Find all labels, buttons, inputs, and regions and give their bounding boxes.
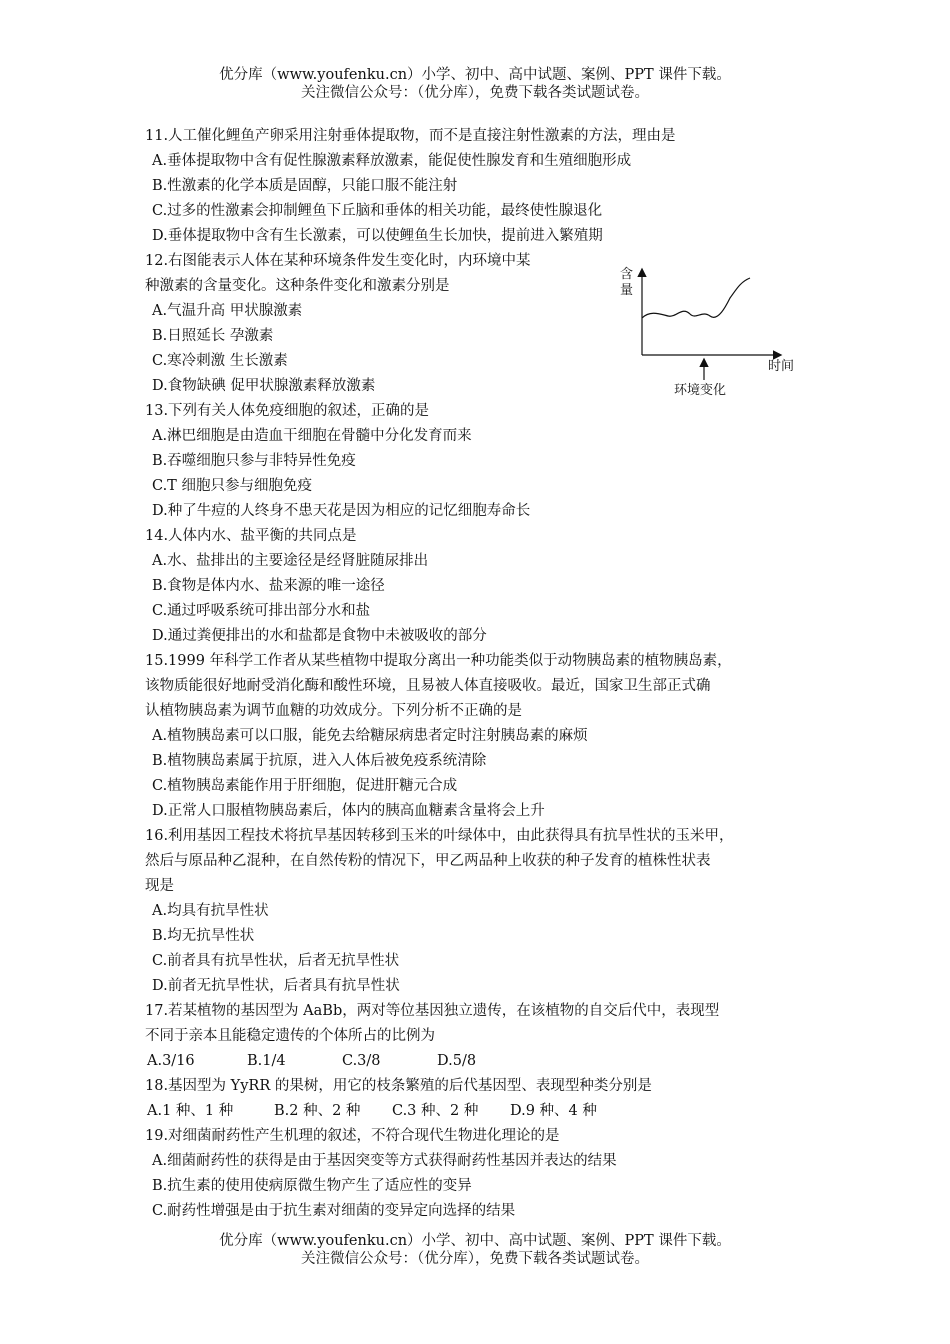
q11-option-d: D.垂体提取物中含有生长激素，可以使鲤鱼生长加快，提前进入繁殖期 bbox=[152, 228, 603, 244]
q14-option-b: B.食物是体内水、盐来源的唯一途径 bbox=[152, 578, 385, 594]
y-label-2: 量 bbox=[620, 283, 634, 298]
x-axis-label: 时间 bbox=[768, 359, 795, 374]
q17-option-c: C.3/8 bbox=[342, 1053, 381, 1069]
q13-option-c: C.T 细胞只参与细胞免疫 bbox=[152, 478, 312, 494]
q12-stem-line-2: 种激素的含量变化。这种条件变化和激素分别是 bbox=[145, 278, 450, 294]
q16-option-d: D.前者无抗旱性状，后者具有抗旱性状 bbox=[152, 978, 400, 994]
q15-stem-line-2: 该物质能很好地耐受消化酶和酸性环境，且易被人体直接吸收。最近，国家卫生部正式确 bbox=[145, 678, 711, 694]
q17-option-a: A.3/16 bbox=[147, 1053, 195, 1069]
q19-option-b: B.抗生素的使用使病原微生物产生了适应性的变异 bbox=[152, 1178, 472, 1194]
q16-option-b: B.均无抗旱性状 bbox=[152, 928, 255, 944]
q11-option-c: C.过多的性激素会抑制鲤鱼下丘脑和垂体的相关功能，最终使性腺退化 bbox=[152, 203, 603, 219]
q13-option-b: B.吞噬细胞只参与非特异性免疫 bbox=[152, 453, 356, 469]
q18-stem: 18.基因型为 YyRR 的果树，用它的枝条繁殖的后代基因型、表现型种类分别是 bbox=[145, 1078, 652, 1094]
q15-stem-line-1: 15.1999 年科学工作者从某些植物中提取分离出一种功能类似于动物胰岛素的植物胰岛素， bbox=[145, 653, 732, 669]
q14-stem: 14.人体内水、盐平衡的共同点是 bbox=[145, 528, 357, 544]
footer-line-2: 关注微信公众号：（优分库），免费下载各类试题试卷。 bbox=[301, 1251, 649, 1267]
q13-stem: 13.下列有关人体免疫细胞的叙述，正确的是 bbox=[145, 403, 430, 419]
page-header bbox=[0, 66, 950, 102]
y-label-1: 含 bbox=[620, 267, 634, 282]
q15-option-d: D.正常人口服植物胰岛素后，体内的胰高血糖素含量将会上升 bbox=[152, 803, 545, 819]
q12-option-d: D.食物缺碘 促甲状腺激素释放激素 bbox=[152, 378, 376, 394]
q18-options bbox=[147, 1101, 597, 1121]
q15-option-c: C.植物胰岛素能作用于肝细胞，促进肝糖元合成 bbox=[152, 778, 458, 794]
q14-option-d: D.通过粪便排出的水和盐都是食物中未被吸收的部分 bbox=[152, 628, 487, 644]
q11-stem: 11.人工催化鲤鱼产卵采用注射垂体提取物，而不是直接注射性激素的方法，理由是 bbox=[145, 128, 676, 144]
q12-option-b: B.日照延长 孕激素 bbox=[152, 328, 274, 344]
page-footer bbox=[0, 1232, 950, 1268]
q13-option-d: D.种了牛痘的人终身不患天花是因为相应的记忆细胞寿命长 bbox=[152, 503, 531, 519]
q13-option-a: A.淋巴细胞是由造血干细胞在骨髓中分化发育而来 bbox=[152, 428, 472, 444]
q14-option-a: A.水、盐排出的主要途径是经肾脏随尿排出 bbox=[152, 553, 429, 569]
q15-option-b: B.植物胰岛素属于抗原，进入人体后被免疫系统清除 bbox=[152, 753, 487, 769]
q15-stem-line-3: 认植物胰岛素为调节血糖的功效成分。下列分析不正确的是 bbox=[145, 703, 522, 719]
q17-option-b: B.1/4 bbox=[247, 1053, 286, 1069]
q18-option-a: A.1 种、1 种 bbox=[147, 1103, 234, 1119]
q11-option-b: B.性激素的化学本质是固醇，只能口服不能注射 bbox=[152, 178, 458, 194]
q15-option-a: A.植物胰岛素可以口服，能免去给糖尿病患者定时注射胰岛素的麻烦 bbox=[152, 728, 588, 744]
q18-option-c: C.3 种、2 种 bbox=[392, 1103, 479, 1119]
environment-change-label: 环境变化 bbox=[674, 383, 727, 398]
q12-option-c: C.寒冷刺激 生长激素 bbox=[152, 353, 288, 369]
q18-option-d: D.9 种、4 种 bbox=[510, 1103, 597, 1119]
q16-option-a: A.均具有抗旱性状 bbox=[152, 903, 269, 919]
q16-option-c: C.前者具有抗旱性状，后者无抗旱性状 bbox=[152, 953, 400, 969]
q16-stem-line-1: 16.利用基因工程技术将抗旱基因转移到玉米的叶绿体中，由此获得具有抗旱性状的玉米甲， bbox=[145, 828, 734, 844]
q12-option-a: A.气温升高 甲状腺激素 bbox=[152, 303, 303, 319]
hormone-level-figure bbox=[610, 262, 810, 402]
header-line-2: 关注微信公众号：（优分库），免费下载各类试题试卷。 bbox=[301, 85, 649, 101]
q19-option-a: A.细菌耐药性的获得是由于基因突变等方式获得耐药性基因并表达的结果 bbox=[152, 1153, 617, 1169]
header-line-1: 优分库（www.youfenku.cn）小学、初中、高中试题、案例、PPT 课件下载。 bbox=[219, 67, 731, 83]
q17-stem-line-2: 不同于亲本且能稳定遗传的个体所占的比例为 bbox=[145, 1028, 435, 1044]
hormone-curve bbox=[642, 278, 750, 318]
q16-stem-line-3: 现是 bbox=[145, 878, 174, 894]
q17-option-d: D.5/8 bbox=[437, 1053, 477, 1069]
q19-option-c: C.耐药性增强是由于抗生素对细菌的变异定向选择的结果 bbox=[152, 1203, 516, 1219]
q18-option-b: B.2 种、2 种 bbox=[274, 1103, 361, 1119]
q14-option-c: C.通过呼吸系统可排出部分水和盐 bbox=[152, 603, 371, 619]
footer-line-1: 优分库（www.youfenku.cn）小学、初中、高中试题、案例、PPT 课件下载。 bbox=[219, 1233, 731, 1249]
q11-option-a: A.垂体提取物中含有促性腺激素释放激素，能促使性腺发育和生殖细胞形成 bbox=[152, 153, 632, 169]
q16-stem-line-2: 然后与原品种乙混种，在自然传粉的情况下，甲乙两品种上收获的种子发育的植株性状表 bbox=[145, 853, 711, 869]
q19-stem: 19.对细菌耐药性产生机理的叙述，不符合现代生物进化理论的是 bbox=[145, 1128, 560, 1144]
q17-options bbox=[147, 1051, 476, 1071]
q17-stem-line-1: 17.若某植物的基因型为 AaBb，两对等位基因独立遗传，在该植物的自交后代中，表现型 bbox=[145, 1003, 720, 1019]
q12-stem-line-1: 12.右图能表示人体在某种环境条件发生变化时，内环境中某 bbox=[145, 253, 531, 269]
